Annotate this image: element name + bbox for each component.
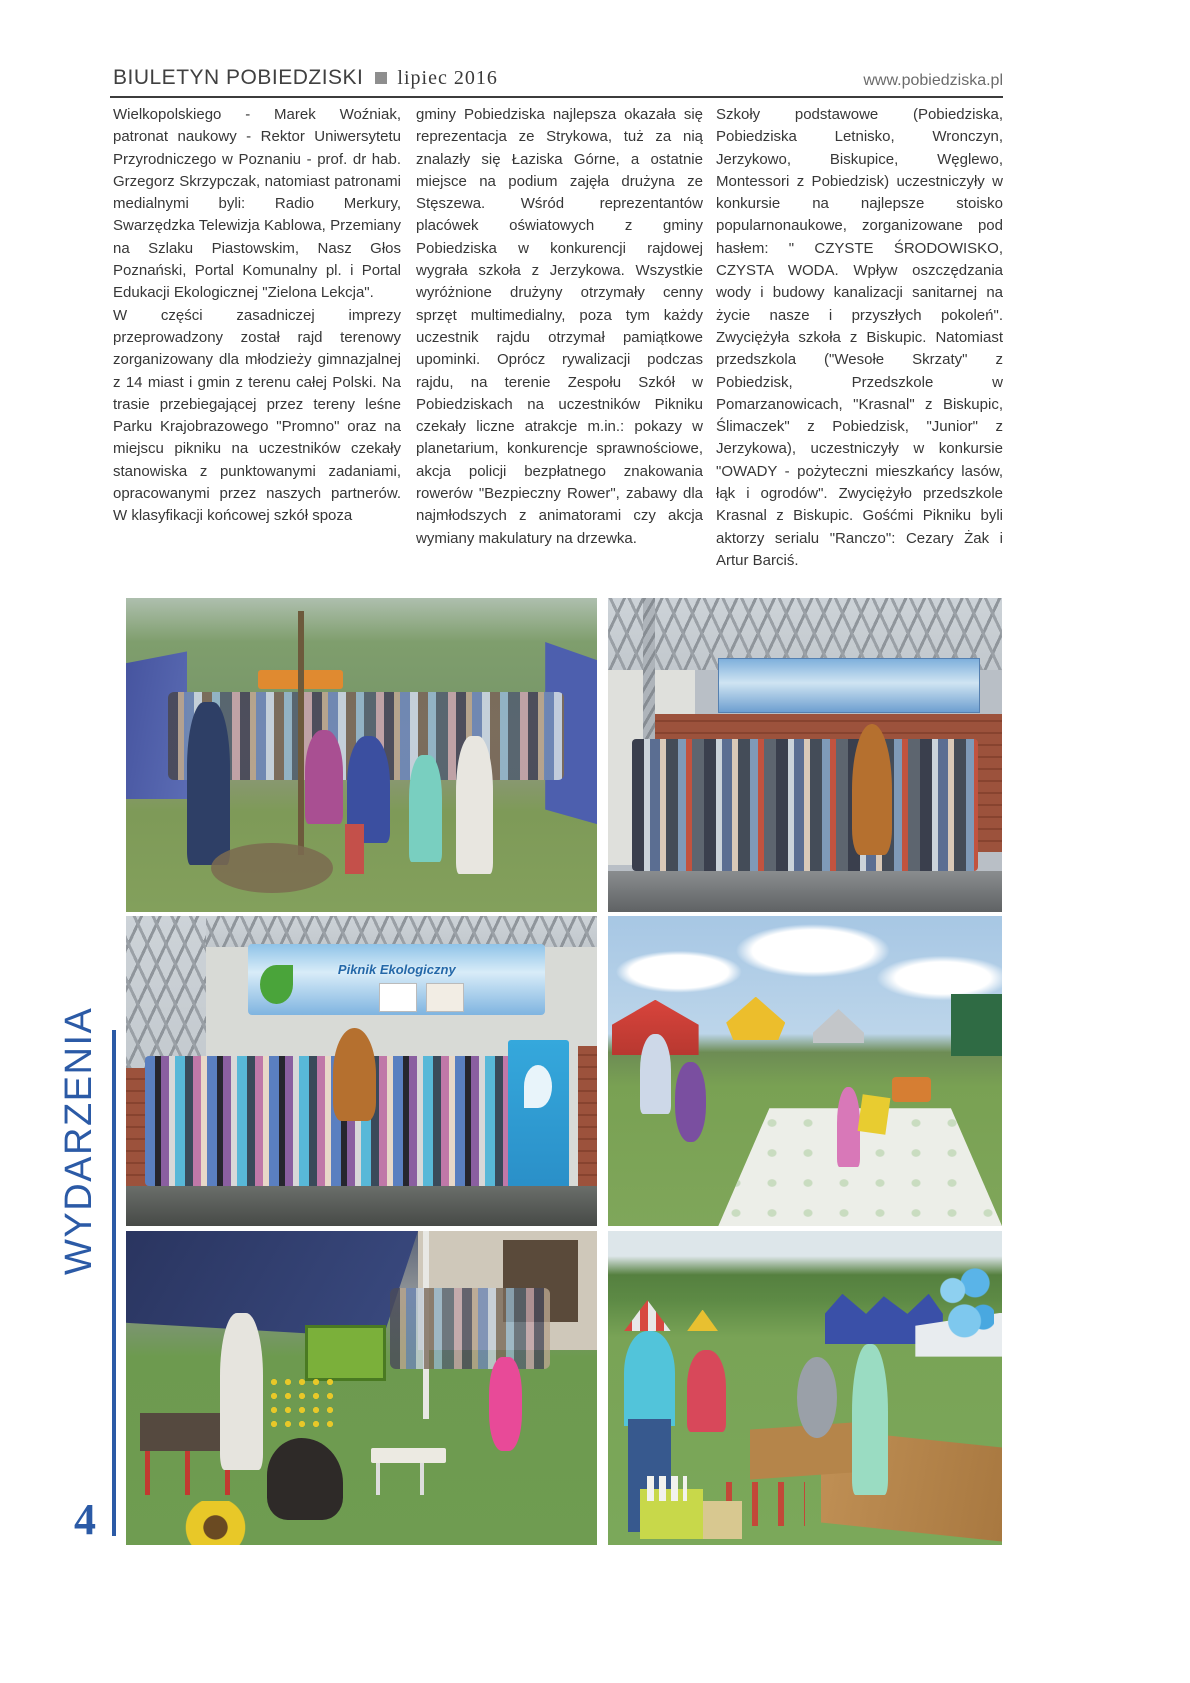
- banner-title: Piknik Ekologiczny: [337, 962, 456, 978]
- white-bottles-shape: [647, 1476, 686, 1501]
- article-column-3: [716, 104, 1003, 572]
- article-column-1: [113, 104, 401, 528]
- section-rule: [112, 1030, 116, 1536]
- banner-shape: [718, 658, 980, 713]
- paragraph: Szkoły podstawowe (Pobiedziska, Pobiedziska Letnisko, Wronczyn, Jerzykowo, Biskupice, Węglewo, Montessori z Pobiedzisk) uczestniczyły w konkursie na najlepsze stoisko popularnonaukowe, zorganizowane pod hasłem: " CZYSTE ŚRODOWISKO, CZYSTA WODA. Wpływ oszczędzania wody i budowy kanalizacji sanitarnej na życie nasze i przyszłych pokoleń". Zwyciężyła szkoła z Biskupic. Natomiast przedszkola ("Wesołe Skrzaty" z Pobiedzisk, Przedszkole w Pomarzanowicach, "Krasnal" z Biskupic, Ślimaczek" z Pobiedzisk, "Junior" z Jerzykowa), uczestniczyły w konkursie "OWADY - pożyteczni mieszkańcy lasów, łąk i ogrodów". Zwyciężyło przedszkole Krasnal z Biskupic. Gośćmi Pikniku byli aktorzy serialu "Ranczo": Cezary Żak i Artur Barciś.: [716, 106, 1003, 569]
- pink-child-shape: [489, 1357, 522, 1451]
- red-trousers-shape: [345, 824, 364, 874]
- paragraph: W części zasadniczej imprezy przeprowadzony został rajd terenowy zorganizowany dla młodzieży gimnazjalnej z 14 miast i gmin z terenu całej Polski. Na trasie przebiegającej przez tereny leśne Parku Krajobrazowego "Promno" oraz na miejscu pikniku na uczestników czekały stanowiska z punktowanymi zadaniami, opracowanymi przez naszych partnerów. W klasyfikacji końcowej szkół spoza: [113, 306, 401, 525]
- child-mint-shape: [409, 755, 442, 862]
- masthead-title: [113, 66, 498, 90]
- banner-photo-2-shape: [426, 983, 464, 1012]
- red-white-tent-shape: [624, 1300, 671, 1331]
- magenta-figure-shape: [305, 730, 343, 824]
- flowers-shape: [267, 1375, 333, 1432]
- website-link[interactable]: www.pobiedziska.pl: [863, 72, 1003, 89]
- header-rule: [110, 96, 1003, 98]
- sunflower-decor-shape: [183, 1501, 249, 1545]
- crouching-figure-shape: [267, 1438, 342, 1520]
- pink-child-shape: [837, 1087, 861, 1168]
- woman-floral-shape: [640, 1034, 672, 1115]
- white-table-legs-shape: [376, 1463, 442, 1494]
- yellow-tent-shape: [687, 1310, 719, 1332]
- issue-date: lipiec 2016: [397, 67, 498, 89]
- eco-banner-shape: [248, 944, 545, 1015]
- section-label-wydarzenia: WYDARZENIA: [58, 1006, 100, 1275]
- stage-floor-shape: [608, 871, 1002, 912]
- page-number: 4: [74, 1495, 96, 1544]
- yellow-dice-shape: [858, 1094, 890, 1135]
- soil-patch-shape: [211, 843, 333, 893]
- lion-mascot-shape: [333, 1028, 375, 1121]
- red-table-legs-shape: [145, 1451, 230, 1495]
- photo-game-mat-field: [608, 916, 1002, 1226]
- paragraph: Wielkopolskiego - Marek Woźniak, patronat naukowy - Rektor Uniwersytetu Przyrodniczego w Poznaniu - prof. dr hab. Grzegorz Skrzypczak, natomiast patronami medialnymi byli: Radio Merkury, Swarzędzka Telewizja Kablowa, Przemiany na Szlaku Piastowskim, Nasz Głos Poznański, Portal Komunalny pl. i Portal Edukacji Ekologicznej "Zielona Lekcja".: [113, 106, 401, 302]
- paragraph: gminy Pobiedziska najlepsza okazała się reprezentacja ze Strykowa, tuż za nią znalazły się Łaziska Górne, a ostatnie miejsce na podium zajęła drużyna ze Stęszewa. Wśród reprezentantów placówek oświatowych z gminy Pobiedziska w konkurencji rajdowej wygrała szkoła z Jerzykowa. Wszystkie wyróżnione drużyny otrzymały cenny sprzęt multimedialny, poza tym każdy uczestnik rajdu otrzymał pamiątkowe upominki. Oprócz rywalizacji podczas rajdu, na terenie Zespołu Szkół w Pobiedziskach na uczestników Pikniku czekały liczne atrakcje m.in.: pokazy w planetarium, konkurencje sprawnościowe, akcja policji bezpłatnego znakowania rowerów "Bezpieczny Rower", zabawy dla najmłodszych z animatorami czy akcja wymiany makulatury na drzewka.: [416, 106, 703, 547]
- masthead-text: BIULETYN POBIEDZISKI: [113, 66, 364, 89]
- banner-leaf-shape: [260, 965, 293, 1004]
- lady-gray-shape: [797, 1357, 836, 1439]
- green-chest-shape: [305, 1325, 386, 1381]
- girl-mint-shape: [852, 1344, 887, 1495]
- green-stand-shape: [951, 994, 1002, 1056]
- girl-white-shape: [456, 736, 494, 874]
- dark-canopy-shape: [126, 1231, 418, 1338]
- photo-tree-planting: [126, 598, 597, 912]
- banner-photo-1-shape: [379, 983, 417, 1012]
- article-column-2: [416, 104, 703, 550]
- purple-figure-shape: [675, 1062, 707, 1143]
- photo-garden-stand: [126, 1231, 597, 1545]
- brick-right-shape: [578, 1046, 597, 1186]
- white-table-shape: [371, 1448, 446, 1464]
- balloons-shape: [935, 1262, 994, 1356]
- tree-trunk-shape: [298, 611, 304, 856]
- man-in-suit-shape: [187, 702, 229, 865]
- woman-white-shape: [220, 1313, 262, 1470]
- photo-group-banner: [126, 916, 597, 1226]
- issue-square-icon: [375, 72, 387, 84]
- rollup-banner-shape: [508, 1040, 569, 1189]
- orange-chairs-shape: [892, 1077, 931, 1102]
- lion-mascot-shape: [852, 724, 891, 856]
- group-row-shape: [145, 1056, 512, 1186]
- stage-floor-shape: [126, 1186, 597, 1226]
- cardboard-box-shape: [703, 1501, 742, 1539]
- child-red-shape: [687, 1350, 726, 1432]
- photo-craft-tables: [608, 1231, 1002, 1545]
- wooden-table-center-shape: [750, 1422, 852, 1479]
- visitors-shape: [390, 1288, 550, 1370]
- photo-stage-guests: [608, 598, 1002, 912]
- guests-row-shape: [632, 739, 979, 871]
- girl-cyan-top-shape: [624, 1331, 675, 1425]
